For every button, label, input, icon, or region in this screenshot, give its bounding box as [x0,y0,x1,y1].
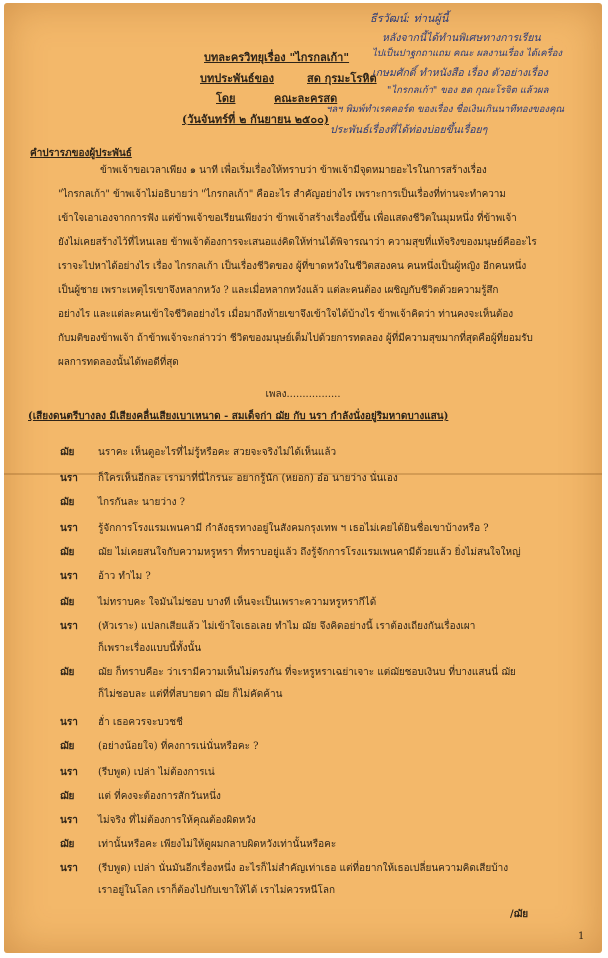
handwritten-line: ธีรวัฒน์: ท่านผู้นี้ [370,12,449,25]
continued-marker: /ฌัย [510,909,529,920]
dialogue-line: ก็ใครเห็นอีกละ เรามาที่นี่ไกรนะ อยากรู้นัก (หยอก) อ๋อ นายว่าง นั่นเอง [98,473,398,484]
speaker-name: ฌัย [60,547,75,558]
dialogue-line: อ้าว ทำไม ? [98,571,151,582]
speaker-name: นรา [60,571,78,582]
handwritten-line: หลังจากนี้ได้ทำนพิเศษทางการเรียน [382,32,541,44]
author-name: สด กุรมะโรหิต [307,72,377,85]
dialogue-line: ก็เพราะเรื่องแบบนี้ทั้งนั้น [98,643,202,654]
dialogue-line: ฮั่า เธอควรจะบวชชี [98,717,183,728]
preface-line: เราจะไปหาได้อย่างไร เรื่อง ไกรกลเก้า เป็นเรื่องชีวิตของ ผู้ที่ขาดหวังในชีวิตสองคน คนหนึ่งเป็นผู้หญิง อีกคนหนึ่ง [58,261,527,272]
troupe-label: โดย [216,92,236,105]
dialogue-line: เราอยู่ในโลก เราก็ต้องไปกับเขาให้ได้ เราไม่ควรหนีโลก [98,885,336,896]
preface-line: ผลการทดลองนั้นได้พอดีที่สุด [58,357,179,368]
speaker-name: นรา [60,767,78,778]
speaker-name: ฌัย [60,597,75,608]
speaker-name: ฌัย [60,741,75,752]
manuscript-page [4,3,602,953]
preface-line: ยังไม่เคยสร้างไว้ที่ไหนเลย ข้าพเจ้าต้องการจะเสนอแง่คิดให้ท่านได้พิจารณาว่า ความสุขที่แท้จริงของมนุษย์คืออะไร [58,237,537,248]
dialogue-line: ก็ไม่ชอบละ แต่ที่ที่สบายดา ฌัย ก็ไม่คัดค้าน [98,689,283,700]
dialogue-line: (อย่างน้อยใจ) ที่คงการเน่นั่นหรือคะ ? [98,741,259,752]
speaker-name: ฌัย [60,447,75,458]
dialogue-line: นราคะ เห็นดูอะไรที่ไม่รู้หรือคะ สวยจะจริงไม่ได้เห็นแล้ว [98,447,337,458]
speaker-name: ฌัย [60,791,75,802]
speaker-name: นรา [60,863,78,874]
scene-direction: (เสียงดนตรีบางลง มีเสียงคลื่นเสียงเบาเหนาด - สมเด็จก่า ฌัย กับ นรา กำลังนั่งอยู่ริมหาดบางแสน) [28,411,449,422]
dialogue-line: ไม่ทราบคะ ใจมันไม่ชอบ บางที เห็นจะเป็นเพราะความหรูหรากีได้ [98,597,377,608]
preface-line: เข้าใจเอาเองจากการฟัง แต่ข้าพเจ้าขอเรียนเพียงว่า ข้าพเจ้าสร้างเรื่องนี้ขึ้น เพื่อแสดงชีวิตในมุมหนึ่ง ที่ข้าพเจ้า [58,213,517,224]
preface-line: อย่างไร และแต่ละคนเข้าใจชีวิตอย่างไร เมื่อมาถึงท้ายเขาจึงเข้าใจได้บ้างไร ข้าพเจ้าคิดว่า ท่านคงจะเห็นต้อง [58,309,514,320]
speaker-name: นรา [60,815,78,826]
preface-line: เป็นผู้ชาย เพราะเหตุไรเขาจึงหลากหวัง ? และเมื่อหลากหวังแล้ว แต่ละคนต้อง เผชิญกับชีวิตด้วยความรู้สึก [58,285,499,296]
handwritten-line: "ไกรกลเก้า" ของ ฮด กุณะโรจิต แล้วผล [387,85,549,96]
preface-line: กับมติของข้าพเจ้า ถ้าข้าพเจ้าจะกล่าวว่า ชีวิตของมนุษย์เต็มไปด้วยการทดลอง ผู้ที่มีความสุขมากที่สุดคือผู้ที่ยอมรับ [58,333,533,344]
dialogue-line: เท่านั้นหรือคะ เพียงไม่ให้ดูผมกลาบผิดหวังเท่านั้นหรือคะ [98,839,337,850]
handwritten-line: ฯลฯ พิมพ์ทำเรคคอร์ด ของเรื่อง ชื่อเงินเกินนาทีทองของคุณ [326,104,565,115]
dialogue-line: ฌัย ก็ทราบคือะ ว่าเรามีความเห็นไม่ตรงกัน ที่จะหรูหราเฉย่าเจาะ แต่ฌัยชอบเงินบ ที่บางแสนนี่ ฌัย [98,667,516,678]
author-label: บทประพันธ์ของ [200,72,275,85]
troupe-name: คณะละครสด [274,92,338,105]
speaker-name: ฌัย [60,839,75,850]
dialogue-line: (รีบพูด) เปล่า นั่นมันอีกเรื่องหนึ่ง อะไรก็ไม่สำคัญเท่าเธอ แต่ที่อยากให้เธอเปลี่ยนความคิดเสียบ้าง [98,863,509,874]
dialogue-line: รู้จักการโรงแรมเพนคามี กำลังธุรทางอยู่ในสังคมกรุงเทพ ฯ เธอไม่เคยได้ยินชื่อเขาบ้างหรือ ? [98,523,489,534]
handwritten-line: ไปเป็นปาฐกถาแถม คณะ ผลงานเรื่อง ได้เครื่อง [372,48,563,59]
dialogue-line: แต่ ที่คงจะต้องการสักวันหนึ่ง [98,791,221,802]
speaker-name: นรา [60,523,78,534]
dialogue-line: ไกรกันละ นายว่าง ? [98,497,185,508]
speaker-name: นรา [60,473,78,484]
speaker-name: นรา [60,717,78,728]
dialogue-line: ฌัย ไม่เคยสนใจกับความหรูหรา ที่ทราบอยู่แล้ว ถึงรู้จักการโรงแรมเพนคามีด้วยแล้ว ยิ่งไม่สนใจใหญ่ [98,547,521,558]
dialogue-line: (รีบพูด) เปล่า ไม่ต้องการเน่ [98,767,215,778]
preface-line: ข้าพเจ้าขอเวลาเพียง ๑ นาที เพื่อเริ่มเรื่องให้ทราบว่า ข้าพเจ้ามีจุดหมายอะไรในการสร้างเรื่อง [100,165,487,176]
page-mark: 1 [578,931,585,942]
preface-line: "ไกรกลเก้า" ข้าพเจ้าไม่อธิบายว่า "ไกรกลเก้า" คืออะไร สำคัญอย่างไร เพราะการเป็นเรื่องที่ท่านจะทำความ [58,189,506,200]
broadcast-date: (วันจันทร์ที่ ๒ กันยายน ๒๕๐๐) [182,113,329,126]
speaker-name: ฌัย [60,667,75,678]
song-cue: เพลง................. [265,389,341,400]
handwritten-line: ประพันธ์เรื่องที่ได้ท่องบ่อยขึ้นเรื่อยๆ [330,124,488,136]
dialogue-line: ไม่จริง ที่ไม่ต้องการให้คุณต้องผิดหวัง [98,815,256,826]
play-title: บทละครวิทยุเรื่อง "ไกรกลเก้า" [204,51,350,64]
preface-heading: คำปรารภของผู้ประพันธ์ [30,148,132,159]
speaker-name: ฌัย [60,497,75,508]
dialogue-line: (หัวเราะ) แปลกเสียแล้ว ไม่เข้าใจเธอเลย ทำไม ฌัย จึงคิดอย่างนี้ เราต้องเถียงกันเรื่องเผา [98,621,476,632]
handwritten-line: เกษมศักดิ์ ทำหนังสือ เรื่อง ตัวอย่างเรื่อง [372,67,548,79]
speaker-name: นรา [60,621,78,632]
